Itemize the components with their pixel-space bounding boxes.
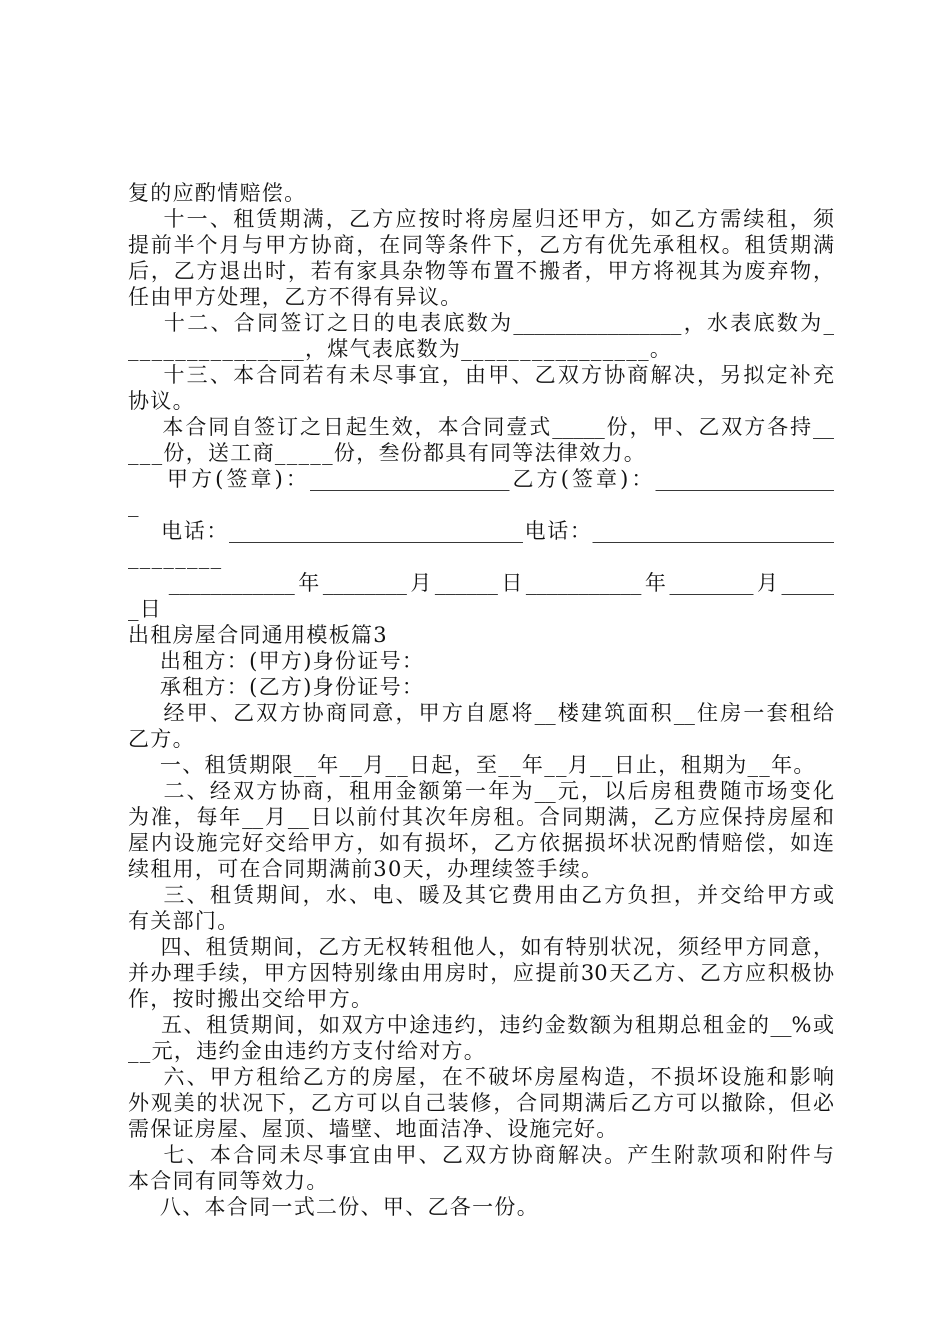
text-line: 三、租赁期间，水、电、暖及其它费用由乙方负担，并交给甲方或 <box>128 883 834 907</box>
text-line: 十二、合同签订之日的电表底数为________________，水表底数为_ <box>128 311 834 335</box>
text-line: 后，乙方退出时，若有家具杂物等布置不搬者，甲方将视其为废弃物， <box>128 259 834 283</box>
text-line: ___份，送工商_____份，叁份都具有同等法律效力。 <box>128 441 647 465</box>
text-line: 复的应酌情赔偿。 <box>128 181 307 205</box>
text-line: _日 <box>128 597 163 621</box>
text-line: _ <box>128 493 140 517</box>
text-line: _______________，煤气表底数为________________。 <box>128 337 673 361</box>
text-line: 五、租赁期间，如双方中途违约，违约金数额为租期总租金的__%或 <box>128 1013 834 1037</box>
text-line: 需保证房屋、屋顶、墙壁、地面洁净、设施完好。 <box>128 1117 619 1141</box>
text-line: ________ <box>128 545 223 569</box>
text-line: 六、甲方租给乙方的房屋，在不破坏房屋构造，不损坏设施和影响 <box>128 1065 834 1089</box>
text-line: 续租用，可在合同期满前30天，办理续签手续。 <box>128 857 604 881</box>
text-line: 十三、本合同若有未尽事宜，由甲、乙双方协商解决，另拟定补充 <box>128 363 834 387</box>
text-line: 八、本合同一式二份、甲、乙各一份。 <box>128 1195 539 1219</box>
text-line: 协议。 <box>128 389 195 413</box>
signature-line: 甲方(签章)：___________________乙方(签章)：_________________ <box>128 467 834 491</box>
date-line: ____________年________月______日___________年________月_____ <box>128 571 834 595</box>
text-line: 经甲、乙双方协商同意，甲方自愿将__楼建筑面积__住房一套租给 <box>128 701 834 725</box>
phone-line: 电话：____________________________电话：_______________________ <box>128 519 834 543</box>
text-line: 二、经双方协商，租用金额第一年为__元，以后房租费随市场变化 <box>128 779 834 803</box>
text-line: 为准，每年__月__日以前付其次年房租。合同期满，乙方应保持房屋和 <box>128 805 834 829</box>
text-line: 一、租赁期限__年__月__日起，至__年__月__日止，租期为__年。 <box>128 753 816 777</box>
text-line: 本合同自签订之日起生效，本合同壹式_____份，甲、乙双方各持__ <box>128 415 834 439</box>
text-line: 屋内设施完好交给甲方，如有损坏，乙方依据损坏状况酌情赔偿，如连 <box>128 831 834 855</box>
text-line: __元，违约金由违约方支付给对方。 <box>128 1039 487 1063</box>
text-line: 提前半个月与甲方协商，在同等条件下，乙方有优先承租权。租赁期满 <box>128 233 834 257</box>
text-line: 七、本合同未尽事宜由甲、乙双方协商解决。产生附款项和附件与 <box>128 1143 834 1167</box>
text-line: 任由甲方处理，乙方不得有异议。 <box>128 285 463 309</box>
text-line: 十一、租赁期满，乙方应按时将房屋归还甲方，如乙方需续租，须 <box>128 207 834 231</box>
text-line: 承租方：(乙方)身份证号： <box>128 675 425 699</box>
text-line: 乙方。 <box>128 727 195 751</box>
text-line: 有关部门。 <box>128 909 240 933</box>
text-line: 四、租赁期间，乙方无权转租他人，如有特别状况，须经甲方同意， <box>128 935 834 959</box>
text-line: 外观美的状况下，乙方可以自己装修，合同期满后乙方可以撤除，但必 <box>128 1091 834 1115</box>
text-line: 出租方：(甲方)身份证号： <box>128 649 425 673</box>
text-line: 作，按时搬出交给甲方。 <box>128 987 374 1011</box>
text-line: 并办理手续，甲方因特别缘由用房时，应提前30天乙方、乙方应积极协 <box>128 961 834 985</box>
text-line: 本合同有同等效力。 <box>128 1169 329 1193</box>
section-heading: 出租房屋合同通用模板篇3 <box>128 623 388 647</box>
